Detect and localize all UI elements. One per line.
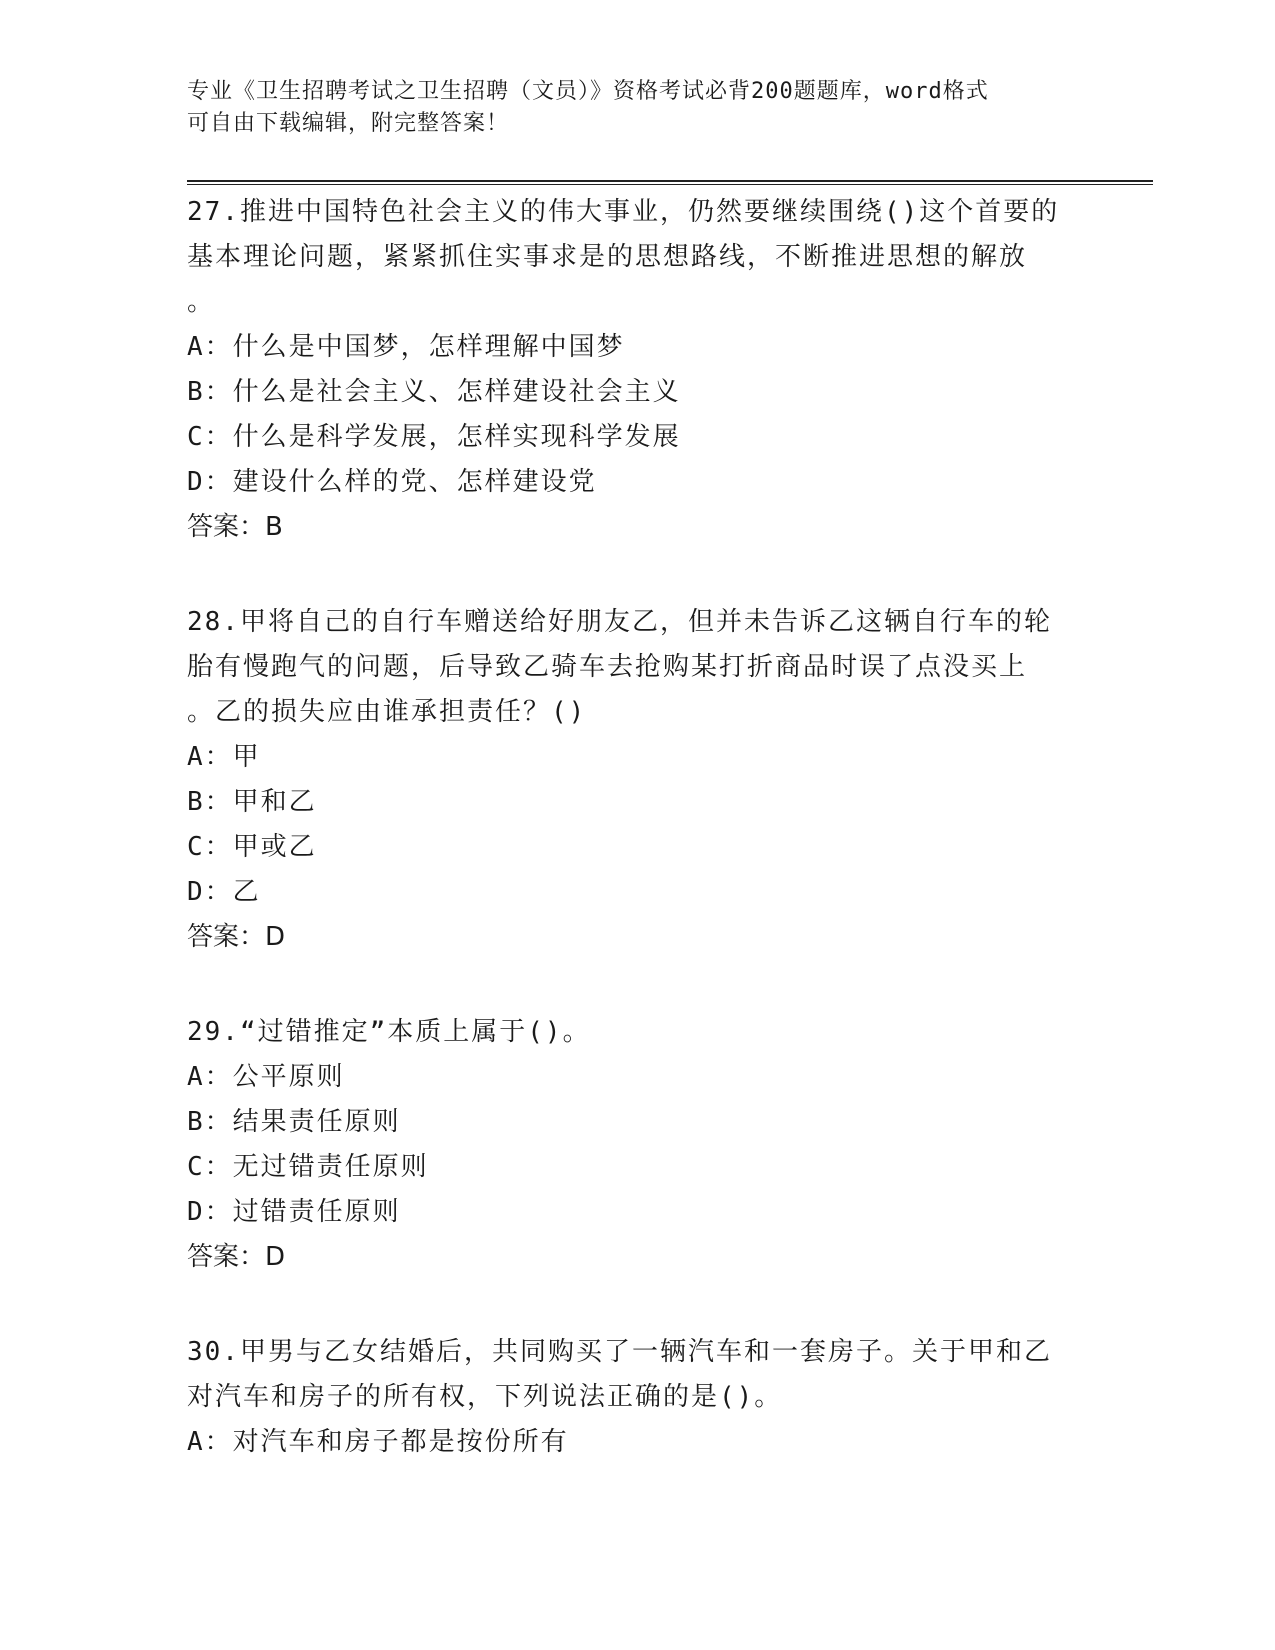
option-b: B：什么是社会主义、怎样建设社会主义	[187, 377, 681, 407]
document-header	[187, 76, 1087, 140]
option-a: A：公平原则	[187, 1062, 345, 1092]
option-b: B：甲和乙	[187, 787, 317, 817]
header-divider	[187, 180, 1153, 185]
question-stem-line: 28.甲将自己的自行车赠送给好朋友乙，但并未告诉乙这辆自行车的轮	[187, 607, 1052, 637]
option-c: C：什么是科学发展，怎样实现科学发展	[187, 422, 681, 452]
question-stem-line: 27.推进中国特色社会主义的伟大事业，仍然要继续围绕()这个首要的	[187, 197, 1060, 227]
question-stem-line: 胎有慢跑气的问题，后导致乙骑车去抢购某打折商品时误了点没买上	[187, 652, 1028, 682]
header-line-2: 可自由下载编辑，附完整答案！	[187, 111, 510, 136]
option-b: B：结果责任原则	[187, 1107, 401, 1137]
question-28	[187, 600, 1087, 960]
question-list	[187, 190, 1087, 1515]
option-c: C：无过错责任原则	[187, 1152, 429, 1182]
question-27	[187, 190, 1087, 550]
option-d: D：建设什么样的党、怎样建设党	[187, 467, 597, 497]
option-a: A：什么是中国梦，怎样理解中国梦	[187, 332, 625, 362]
answer-label: 答案：B	[187, 512, 283, 542]
option-d: D：乙	[187, 877, 261, 907]
question-stem-line: 30.甲男与乙女结婚后，共同购买了一辆汽车和一套房子。关于甲和乙	[187, 1337, 1052, 1367]
option-d: D：过错责任原则	[187, 1197, 401, 1227]
option-a: A：甲	[187, 742, 261, 772]
question-stem-line: 。	[187, 287, 216, 317]
question-30	[187, 1330, 1087, 1465]
option-a: A：对汽车和房子都是按份所有	[187, 1427, 569, 1457]
question-stem-line: 对汽车和房子的所有权，下列说法正确的是()。	[187, 1382, 783, 1412]
question-stem-line: 。乙的损失应由谁承担责任？()	[187, 697, 587, 727]
question-stem-line: 基本理论问题，紧紧抓住实事求是的思想路线，不断推进思想的解放	[187, 242, 1028, 272]
option-c: C：甲或乙	[187, 832, 317, 862]
header-line-1: 专业《卫生招聘考试之卫生招聘（文员）》资格考试必背200题题库，word格式	[187, 79, 989, 104]
question-stem-line: 29.“过错推定”本质上属于()。	[187, 1017, 591, 1047]
question-29	[187, 1010, 1087, 1280]
answer-label: 答案：D	[187, 1242, 286, 1272]
answer-label: 答案：D	[187, 922, 286, 952]
